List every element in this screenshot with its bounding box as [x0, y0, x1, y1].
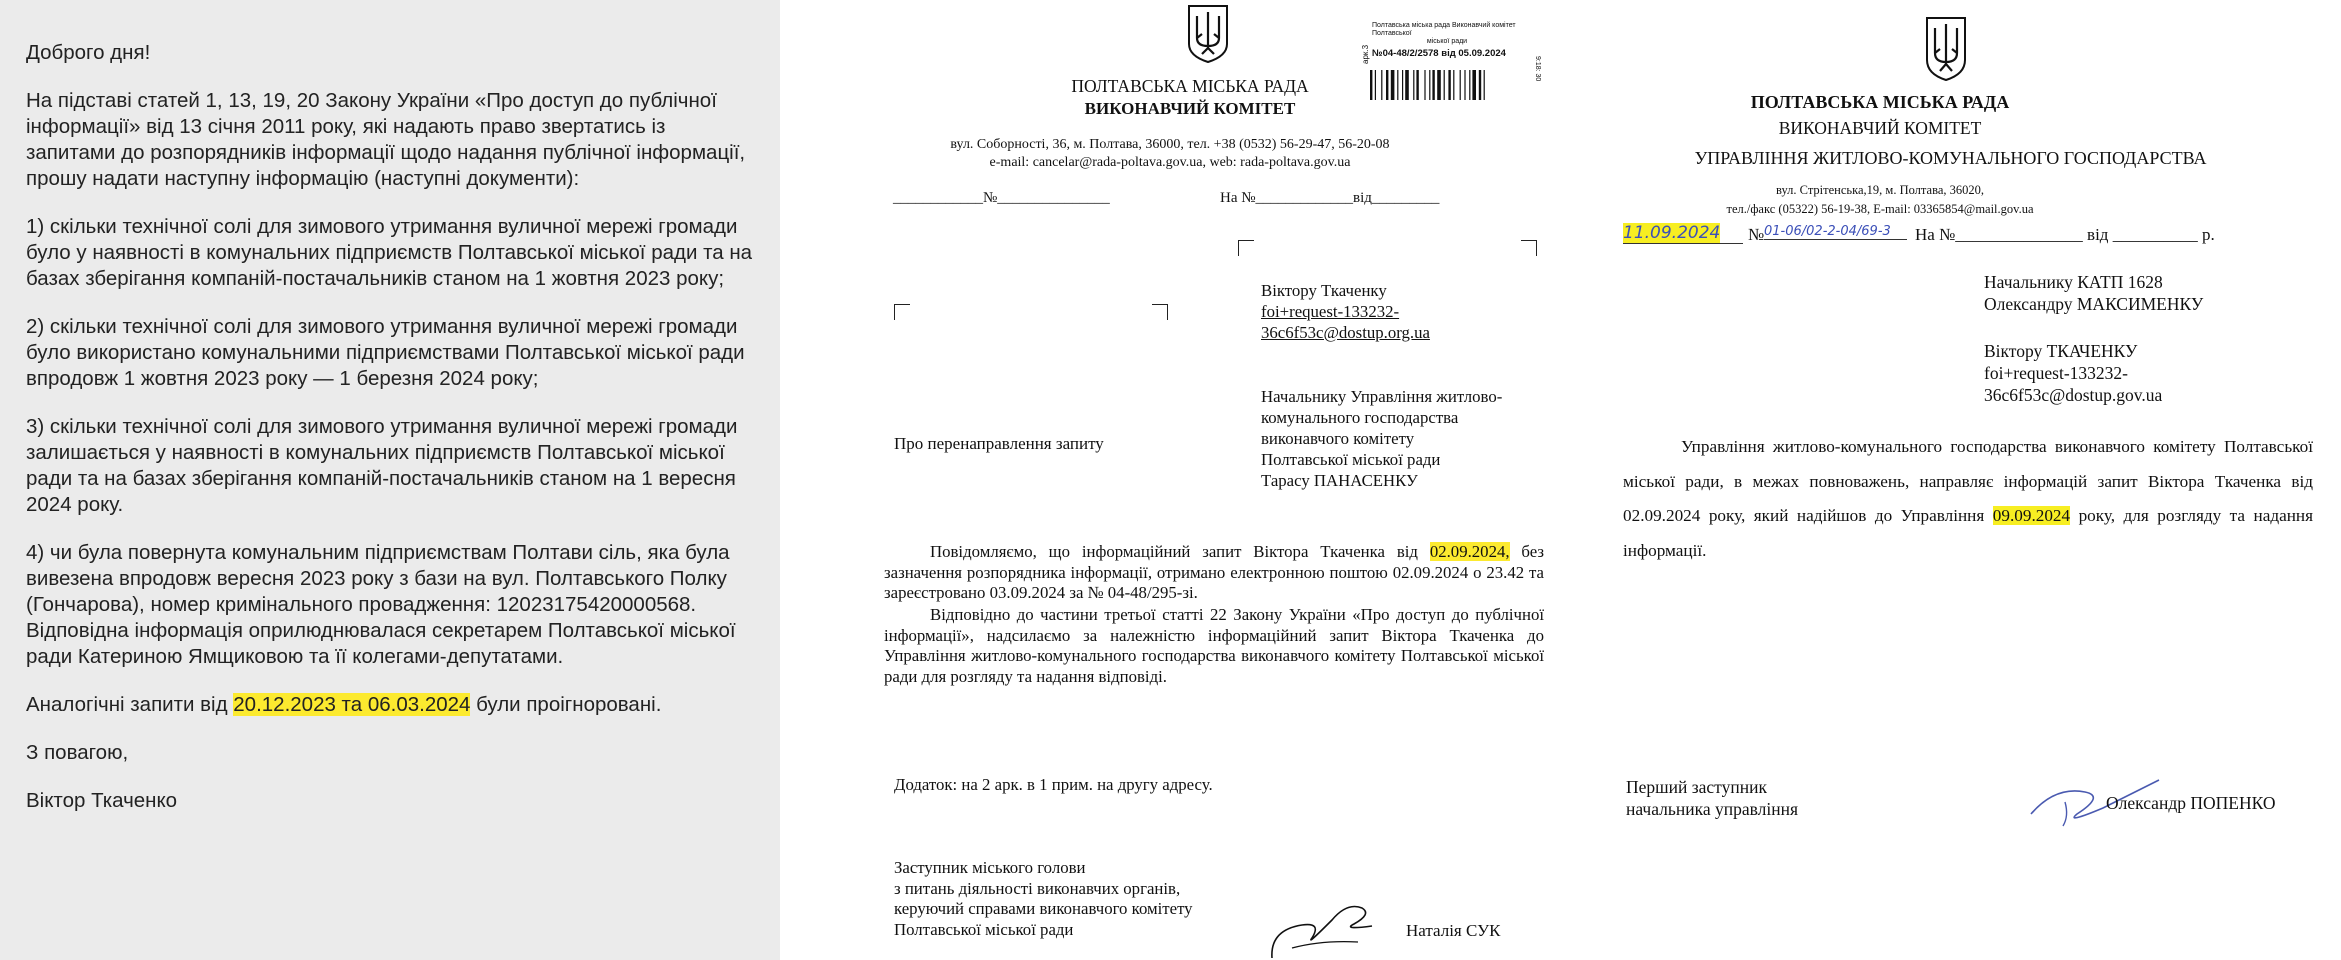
forwarding-paragraph	[1623, 430, 2313, 568]
department-name: УПРАВЛІННЯ ЖИТЛОВО-КОМУНАЛЬНОГО ГОСПОДАРСТВА	[1694, 148, 2207, 168]
stamp-side-label: арк.3	[1361, 44, 1370, 64]
trident-emblem-icon	[1185, 4, 1231, 64]
recipient-maksymenko	[1984, 271, 2203, 315]
email-request-panel	[0, 0, 780, 960]
email-question-1: 1) скільки технічної солі для зимового утримання вуличної мережі громади було у наявності в комунальних підприємств Полтавської міської ради та на базах зберігання компаній-постачальників станом на 1 жовтня 2023 року;	[26, 215, 753, 290]
signature-suk-icon	[1262, 890, 1382, 960]
para-after: року, для розгляду та надання інформації.	[1623, 506, 2313, 560]
org-address: вул. Соборності, 36, м. Полтава, 36000, тел. +38 (0532) 56-29-47, 56-20-08	[950, 137, 1390, 152]
signer-line-2: з питань діяльності виконавчих органів,	[894, 878, 1181, 898]
email-similar-requests	[26, 692, 754, 718]
recipient1-line-2: Олександру МАКСИМЕНКУ	[1984, 294, 2204, 314]
outgoing-ref: ____________№_______________	[893, 190, 1110, 206]
subject-corner-tr	[1152, 304, 1168, 320]
incoming-ref: На №_______________ від __________ р.	[1915, 225, 2215, 244]
forwarding-letter-panel	[1560, 0, 2341, 960]
signer-name: Олександр ПОПЕНКО	[2106, 793, 2276, 813]
para-before: Управління житлово-комунального господарства виконавчого комітету Полтавської міської ради, в межах повноважень, направляє інформацій запит Віктора Ткаченка від 02.09.2024 року, який надійшов до Управління	[1623, 437, 2313, 525]
recipient2-line-1: Начальнику Управління житлово-	[1261, 387, 1503, 406]
recipient-tkachenko	[1261, 280, 1430, 343]
email-closing: З повагою,	[26, 741, 129, 764]
stamp-line-2: міської ради	[1426, 38, 1468, 45]
recipient2-line-2: foi+request-133232-	[1984, 363, 2128, 383]
email-question-4: 4) чи була повернута комунальним підприємствам Полтави сіль, яка була вивезена впродовж вересня 2023 року з бази на вул. Полтавського Полку (Гончарова), номер кримінального провадження: 12023175420000568. Відповідна інформація оприлюднювалася секретарем Полтавської міської ради Катериною Ямщиковою та її колегами-депутатами.	[26, 541, 736, 668]
recipient2-line-2: комунального господарства	[1261, 408, 1459, 427]
dept-address: вул. Стрітенська,19, м. Полтава, 36020,	[1775, 183, 1984, 197]
stamp-line-1: Полтавська міська рада Виконавчий комітет Полтавської	[1372, 22, 1516, 37]
recipient2-line-3: 36c6f53c@dostup.gov.ua	[1984, 385, 2163, 405]
highlighted-dates: 20.12.2023 та 06.03.2024	[233, 693, 471, 716]
recipient-tkachenko	[1984, 340, 2162, 406]
email-signature: Віктор Ткаченко	[26, 789, 178, 812]
org-contacts: e-mail: cancelar@rada-poltava.gov.ua, web: rada-poltava.gov.ua	[989, 155, 1351, 170]
letter-subject: Про перенаправлення запиту	[894, 434, 1104, 453]
incoming-ref: На №_____________від_________	[1220, 190, 1440, 206]
recipient-email-1: foi+request-133232-	[1261, 302, 1400, 321]
stamp-time: 9:18: 30	[1534, 56, 1541, 82]
signer-line-1: Заступник міського голови	[894, 858, 1086, 877]
similar-after: були проігноровані.	[470, 693, 662, 716]
stamp-number: №04-48/2/2578 від 05.09.2024	[1372, 48, 1506, 59]
signer-line-2: начальника управління	[1626, 799, 1799, 819]
signer-line-1: Перший заступник	[1626, 777, 1767, 797]
signer-block	[1626, 776, 1798, 820]
email-intro: На підставі статей 1, 13, 19, 20 Закону України «Про доступ до публічної інформації» від 13 січня 2011 року, які надають право звертатись із запитами до розпорядників інформації щодо надання публічної інформації, прошу надати наступну інформацію (наступні документи):	[26, 89, 746, 190]
recipient2-line-4: Полтавської міської ради	[1261, 450, 1441, 469]
email-question-3: 3) скільки технічної солі для зимового утримання вуличної мережі громади залишається у наявності в комунальних підприємств Полтавської міської ради та на базах зберігання компаній-постачальників станом на 1 вересня 2024 року.	[26, 415, 738, 516]
signer-block	[894, 858, 1193, 940]
handwritten-date-text: 11.09.2024	[1623, 223, 1721, 243]
similar-before: Аналогічні запити від	[26, 693, 234, 716]
attachment-note: Додаток: на 2 арк. в 1 прим. на другу адресу.	[894, 775, 1213, 794]
registration-stamp	[1372, 22, 1522, 58]
handwritten-number: 01-06/02-2-04/69-3	[1764, 224, 1907, 240]
org-name: ПОЛТАВСЬКА МІСЬКА РАДА	[1750, 92, 2010, 112]
address-corner-tr	[1521, 240, 1537, 256]
signer-name: Наталія СУК	[1406, 921, 1501, 940]
recipient2-line-1: Віктору ТКАЧЕНКУ	[1984, 341, 2138, 361]
signer-line-3: керуючий справами виконавчого комітету	[894, 899, 1193, 918]
redirect-letter-panel	[780, 0, 1560, 960]
subject-corner-tl	[894, 304, 910, 320]
recipient-panasenko	[1261, 386, 1502, 491]
committee-name: ВИКОНАВЧИЙ КОМІТЕТ	[1084, 99, 1296, 118]
trident-emblem-icon	[1923, 16, 1969, 82]
para-highlighted-date: 09.09.2024	[1992, 506, 2071, 525]
committee-name: ВИКОНАВЧИЙ КОМІТЕТ	[1778, 118, 1982, 138]
para1-before: Повідомляємо, що інформаційний запит Віктора Ткаченка від	[930, 542, 1430, 561]
address-corner-tl	[1238, 240, 1254, 256]
recipient2-line-5: Тарасу ПАНАСЕНКУ	[1261, 471, 1418, 490]
letter-paragraph-1	[884, 542, 1544, 604]
recipient-name: Віктору Ткаченку	[1261, 281, 1387, 300]
recipient-email-2: 36c6f53c@dostup.org.ua	[1261, 323, 1430, 342]
para1-highlighted-date: 02.09.2024,	[1429, 542, 1510, 561]
signer-line-4: Полтавської міської ради	[894, 919, 1074, 939]
letter-paragraph-2: Відповідно до частини третьої статті 22 Закону України «Про доступ до публічної інформації», надсилаємо за належністю інформаційний запит Віктора Ткаченка до Управління житлово-комунального господарства виконавчого комітету Полтавської міської ради для розгляду та надання відповіді.	[884, 605, 1544, 686]
para1-after: без зазначення розпорядника інформації, отримано електронною поштою 02.09.2024 о 23.42 та зареєстровано 03.09.2024 за № 04-48/295-зі.	[884, 542, 1545, 602]
ref-number-label: №	[1748, 225, 1765, 244]
org-name: ПОЛТАВСЬКА МІСЬКА РАДА	[1071, 76, 1309, 96]
email-greeting: Доброго дня!	[26, 41, 151, 64]
recipient2-line-3: виконавчого комітету	[1261, 429, 1415, 448]
recipient1-line-1: Начальнику КАТП 1628	[1984, 272, 2163, 292]
dept-contacts: тел./факс (05322) 56-19-38, E-mail: 03365854@mail.gov.ua	[1726, 202, 2034, 216]
email-question-2: 2) скільки технічної солі для зимового утримання вуличної мережі громади було використано комунальними підприємствами Полтавської міської ради впродовж 1 жовтня 2023 року — 1 березня 2024 року;	[26, 315, 745, 390]
handwritten-date	[1623, 223, 1743, 244]
